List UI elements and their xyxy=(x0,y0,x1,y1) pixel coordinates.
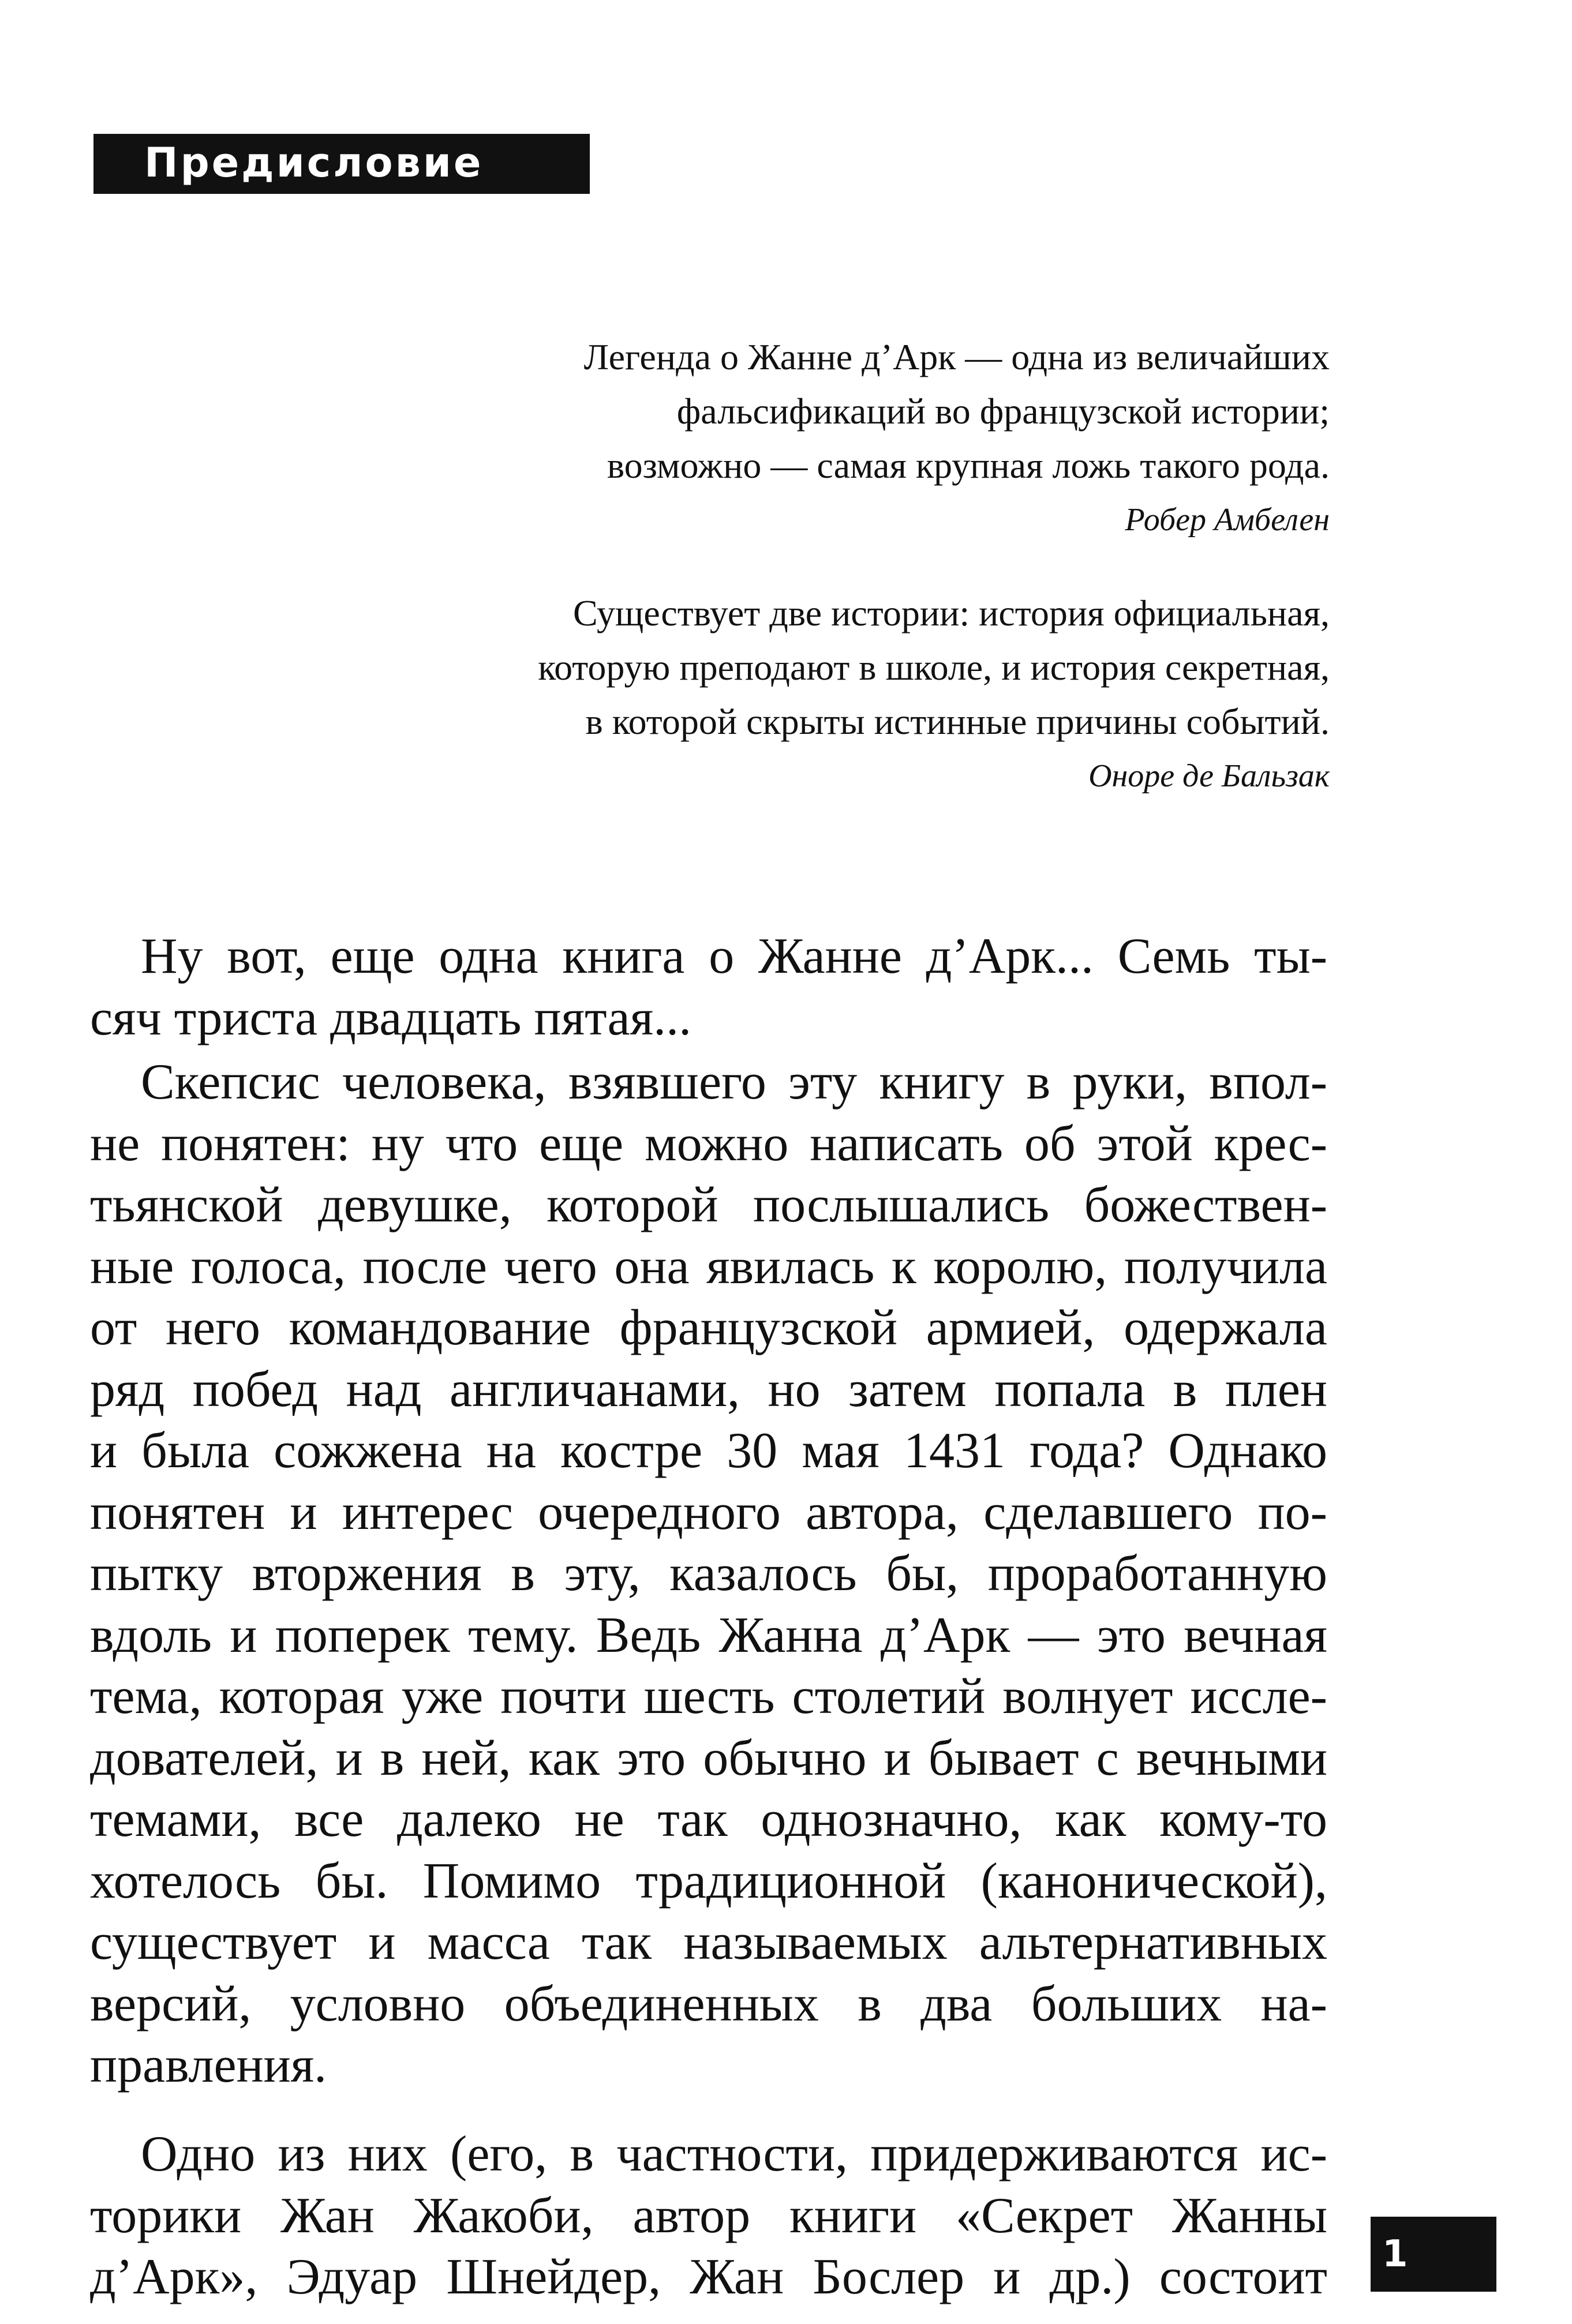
text-line: торики Жан Жакоби, автор книги «Секрет Жанны xyxy=(90,2187,1327,2244)
epigraph-line: Существует две истории: история официальная, xyxy=(572,593,1330,634)
text-line: Скепсис человека, взявшего эту книгу в руки, впол- xyxy=(141,1054,1327,1110)
section-heading: Предисловие xyxy=(144,139,484,186)
text-line: и была сожжена на костре 30 мая 1431 года? Однако xyxy=(90,1423,1327,1479)
text-line: правления. xyxy=(90,2037,327,2093)
epigraph-line: в которой скрыты истинные причины событий. xyxy=(585,701,1330,742)
body-paragraph xyxy=(90,926,1327,1049)
epigraph xyxy=(233,586,1330,803)
text-line: не понятен: ну что еще можно написать об этой крес- xyxy=(90,1115,1327,1172)
text-line: Одно из них (его, в частности, придерживаются ис- xyxy=(141,2126,1327,2182)
text-line: версий, условно объединенных в два больших на- xyxy=(90,1976,1327,2032)
page-number: 1 xyxy=(1382,2233,1408,2276)
body-paragraph xyxy=(90,1052,1327,2097)
text-line: дователей, и в ней, как это обычно и бывает с вечными xyxy=(90,1730,1327,1786)
text-line: д’Арк», Эдуар Шнейдер, Жан Бослер и др.) состоит xyxy=(90,2249,1327,2305)
body-paragraph xyxy=(90,2124,1327,2308)
text-line: ряд побед над англичанами, но затем попала в плен xyxy=(90,1361,1327,1418)
epigraph xyxy=(233,330,1330,547)
epigraph-line: которую преподают в школе, и история секретная, xyxy=(538,647,1330,688)
text-line: пытку вторжения в эту, казалось бы, проработанную xyxy=(90,1546,1327,1602)
text-line: существует и масса так называемых альтернативных xyxy=(90,1914,1327,1970)
text-line: сяч триста двадцать пятая... xyxy=(90,989,692,1046)
text-line: темами, все далеко не так однозначно, как кому-то xyxy=(90,1791,1327,1847)
text-line: вдоль и поперек тему. Ведь Жанна д’Арк — это вечная xyxy=(90,1607,1327,1663)
text-line: тьянской девушке, которой послышались божествен- xyxy=(90,1177,1327,1233)
text-line: хотелось бы. Помимо традиционной (канонической), xyxy=(90,1853,1327,1909)
text-line: Ну вот, еще одна книга о Жанне д’Арк... Семь ты- xyxy=(141,928,1327,984)
epigraph-line: возможно — самая крупная ложь такого рода. xyxy=(607,445,1330,486)
text-line: ные голоса, после чего она явилась к королю, получила xyxy=(90,1238,1327,1295)
epigraph-line: фальсификаций во французской истории; xyxy=(676,391,1330,432)
epigraph-author: Робер Амбелен xyxy=(1125,502,1330,538)
text-line: от него командование французской армией, одержала xyxy=(90,1300,1327,1356)
text-line: понятен и интерес очередного автора, сделавшего по- xyxy=(90,1484,1327,1540)
epigraph-line: Легенда о Жанне д’Арк — одна из величайших xyxy=(583,336,1330,377)
text-line: тема, которая уже почти шесть столетий волнует иссле- xyxy=(90,1669,1327,1725)
epigraph-author: Оноре де Бальзак xyxy=(1088,758,1330,794)
